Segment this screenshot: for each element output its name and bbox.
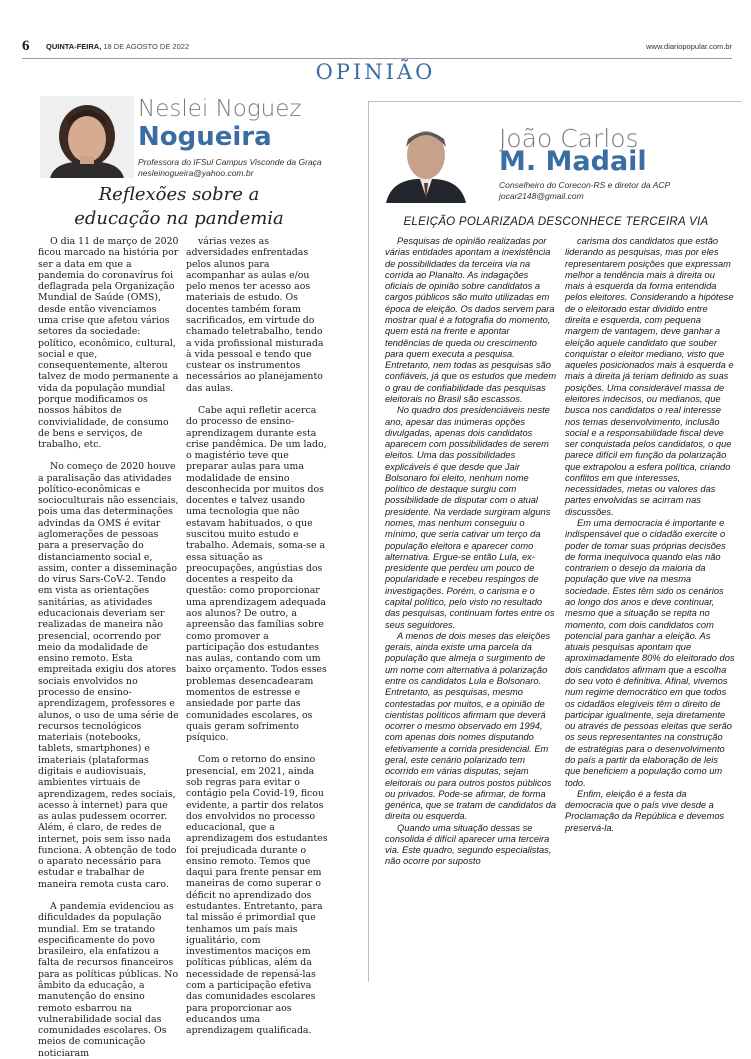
website-link[interactable]: www.diariopopular.com.br [646,42,732,51]
paragraph: No começo de 2020 houve a paralisação das atividades político-econômicas e socioculturais não essenciais, pois uma das determinações advindas da OMS é evitar aglomerações de pessoas para a preservação do distanciamento social e, assim, conter a disseminação do vírus Sars-CoV-2. Tendo em vista as orientações sanitárias, as atividades educacionais deveriam ser realizadas de maneira não presencial, ocorrendo por meio da modalidade de ensino remoto. Esta empreitada exigiu dos atores sociais envolvidos no processo de ensino-aprendizagem, professores e alunos, o uso de uma série de recursos tecnológicos materiais (notebooks, tablets, smartphones) e imateriais (plataformas digitais e audiovisuais, ambientes virtuais de aprendizagem, redes sociais, acesso à internet) para que as aulas pudessem ocorrer. Além, é claro, de redes de internet, pois sem isso nada funciona. A obtenção de todo o aparato necessário para estudar e trabalhar de maneira remota custa caro. [38,461,179,890]
paragraph: várias vezes as adversidades enfrentadas pelos alunos para acompanhar as aulas e/ou pelo menos ter acesso aos materiais de estudo. Os docentes também foram sacrificados, em virtude do chamado teletrabalho, tendo a vida profissional misturada à vida pessoal e tendo que custear os instrumentos necessários ao planejamento das aulas. [186,236,324,394]
paragraph: O dia 11 de março de 2020 ficou marcado na história por ser a data em que a pandemia do coronavírus foi deflagrada pela Organização Mundial de Saúde (OMS), desde então vivenciamos uma crise que afetou vários setores da sociedade: político, econômico, cultural, social e que, consequentemente, alterou talvez de modo permanente a vida da população mundial porque modificamos os nossos hábitos de convivialidade, de consumo de bens e serviços, de trabalho, etc. [38,236,179,451]
article2-title: ELEIÇÃO POLARIZADA DESCONHECE TERCEIRA VIA [403,216,709,228]
author2-email[interactable]: jocar2148@gmail.com [499,191,584,201]
paragraph: No quadro dos presidenciáveis neste ano, apesar das inúmeras opções divulgadas, apenas dois candidatos aparecem com possibilidades de serem eleitos. Uma das possibilidades explicáveis é que desde que Jair Bolsonaro foi eleito, nenhum nome político de destaque surgiu com possibilidade de disputar com o atual presidente. Na verdade surgiram alguns nomes, mas nenhum conseguiu o mínimo, que seria cativar um terço da população eleitora e aparecer como alternativa. Ergue-se então Lula, ex-presidente que perdeu um pouco de popularidade e recebeu respingos de investigações. Porém, o carisma e o capital político, pelo visto no resultado das pesquisas, continuam fortes entre os seus seguidores. [385,405,555,630]
section-title: OPINIÃO [315,60,436,84]
article2-column-2 [565,236,735,834]
page-date [46,42,189,51]
paragraph: Enfim, eleição é a festa da democracia que o país vive desde a Proclamação da República e devemos preservá-la. [565,788,725,833]
author-photo-neslei [40,96,134,178]
paragraph: Cabe aqui refletir acerca do processo de ensino-aprendizagem durante esta crise pandêmica. De um lado, o magistério teve que preparar aulas para uma modalidade de ensino desconhecida por muitos dos docentes e talvez usando uma tecnologia que não estavam habituados, o que suscitou muito estudo e trabalho. Ademais, soma-se a essa situação as preocupações, angústias dos docentes a respeito da questão: como proporcionar uma aprendizagem adequada aos alunos? De outro, a apreensão das famílias sobre como promover a participação dos estudantes nas aulas, contando com um baixo orçamento. Todos esses problemas desencadearam momentos de estresse e ansiedade por parte das comunidades escolares, os quais geram sofrimento psíquico. [186,404,327,744]
author-first-name: Neslei Noguez [138,96,302,122]
author-email[interactable]: nesleinogueira@yahoo.com.br [138,168,254,178]
author2-credentials [499,180,729,202]
article2-column-1 [385,236,557,868]
article-title [40,183,318,231]
header-divider [22,58,732,59]
author-photo-joao [382,121,470,203]
paragraph: A pandemia evidenciou as dificuldades da população mundial. Em se tratando especificamente do povo brasileiro, ela enfatizou a falta de recursos financeiros para as políticas públicas. No âmbito da educação, a manutenção do ensino remoto esbarrou na vulnerabilidade social das comunidades escolares. Os meios de comunicação noticiaram [38,901,179,1059]
author2-first-name: João Carlos [499,124,639,153]
author2-role: Conselheiro do Corecon-RS e diretor da ACP [499,180,671,190]
date-label: 18 DE AGOSTO DE 2022 [103,42,190,51]
weekday-label: QUINTA-FEIRA, [46,42,102,51]
paragraph: carisma dos candidatos que estão liderando as pesquisas, mas por eles representarem posições que expressam melhor a tendência mais à direita ou mais à esquerda da forma entendida pelos eleitores. Considerando a hipótese de o eleitorado estar dividido entre direita e esquerda, com pequena margem de vantagem, deve ganhar a eleição aquele candidato que souber conquistar o eleitor mediano, visto que aqueles posicionados mais à esquerda e mais à direita já teriam definido as suas posições. Uma considerável massa de eleitores indecisos, ou medianos, que busca nos candidatos o real interesse nos temas desenvolvimento, inclusão social e a responsabilidade fiscal deve ser conquistada pelos candidatos, o que parece difícil em função da polarização que extrapolou a esfera política, criando conflitos em que interesses, necessidades, metas ou valores das partes envolvidas se acirram nas discussões. [565,236,734,517]
article1-column-2 [186,236,328,1036]
author-role: Professora do IFSul Campus Visconde da Graça [138,157,322,167]
paragraph: A menos de dois meses das eleições gerais, ainda existe uma parcela da população que almeja o surgimento de um nome com alternativa à polarização entre os candidatos Lula e Bolsonaro. Entretanto, as pesquisas, mesmo contestadas por muitos, e a opinião de cientistas políticos afirmam que deverá ocorrer o mesmo observado em 1994, com apenas dois nomes disputando efetivamente a corrida presidencial. Em geral, este cenário polarizado tem ocorrido em várias disputas, sejam eleitorais ou para outros postos públicos ou privados. Pode-se afirmar, de forma genérica, que se tratam de candidatos da direita ou esquerda. [385,630,557,822]
article-title-line2: educação na pandemia [74,208,284,229]
page-number: 6 [22,38,30,54]
article-title-line1: Reflexões sobre a [98,184,260,205]
author-credentials [138,157,363,179]
paragraph: Quando uma situação dessas se consolida é difícil aparecer uma terceira via. Este quadro, segundo especialistas, não ocorre por suposto [385,822,552,867]
paragraph: Pesquisas de opinião realizadas por várias entidades apontam a inexistência de possibilidades da terceira via na corrida ao Planalto. As indagações oficiais de opinião sobre candidatos a cargos públicos são muito utilizadas em época de eleição. Os dados servem para mostrar qual é a fotografia do momento, quem está na frente e apontar tendências de queda ou crescimento para quem executa a pesquisa. Entretanto, nem todas as pesquisas são confiáveis, já que os estudos que medem o grau de confiabilidade das pesquisas eleitorais no Brasil são escassos. [385,236,557,404]
article1-column-1 [38,236,179,1059]
paragraph: Em uma democracia é importante e indispensável que o cidadão exercite o poder de tomar suas próprias decisões de forma inequívoca quando elas não contrariem o desejo da maioria da população que vive na mesma sociedade. Estes têm sido os cenários ao longo dos anos e deve continuar, mesmo que a situação se repita no momento, com dois candidatos com potencial para ganhar a eleição. As atuais pesquisas apontam que aproximadamente 80% do eleitorado dos dois candidatos afirmam que a escolha do seu voto é definitiva. Afinal, vivemos num regime democrático em que todos os cidadãos elegíveis têm o direito de participar igualmente, seja diretamente ou através de pessoas eleitas que serão os seus representantes na construção de estratégias para o desenvolvimento do país a partir da elaboração de leis que beneficiem a população como um todo. [565,518,735,788]
paragraph: Com o retorno do ensino presencial, em 2021, ainda sob regras para evitar o contágio pela Covid-19, ficou evidente, a partir dos relatos dos envolvidos no processo educacional, que a aprendizagem dos estudantes foi prejudicada durante o ensino remoto. Temos que daqui para frente pensar em maneiras de como superar o déficit no aprendizado dos estudantes. Entretanto, para tal missão é primordial que tenhamos um país mais igualitário, com investimentos maciços em políticas públicas, além da necessidade de repensá-las com a participação efetiva das comunidades escolares para proporcionar aos educandos uma aprendizagem qualificada. [186,754,328,1037]
author2-last-name: M. Madail [499,146,647,177]
author-last-name: Nogueira [138,122,272,152]
